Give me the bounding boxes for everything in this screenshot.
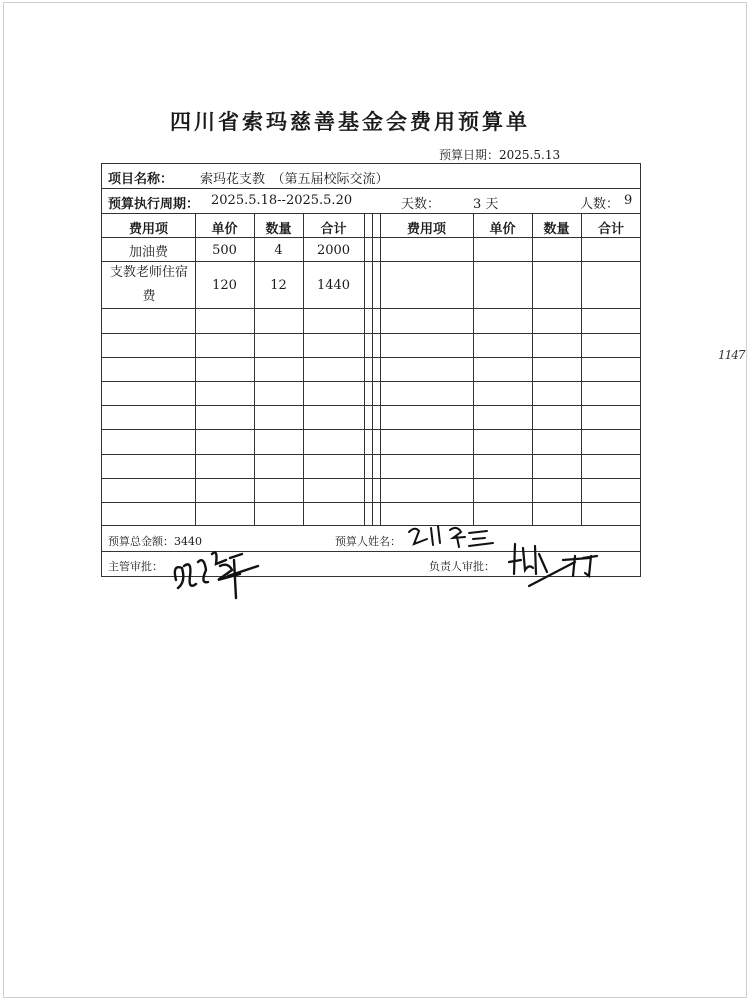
header-price: 单价: [211, 221, 238, 237]
document-title: 四川省索玛慈善基金会费用预算单: [170, 109, 530, 134]
preparer-label: 预算人姓名：: [335, 535, 401, 548]
budget-date-label: 预算日期：: [439, 148, 500, 162]
row1-qty: 4: [274, 242, 283, 258]
period-value: 2025.5.18--2025.5.20: [211, 193, 353, 208]
total-amount-label: 预算总金额：: [108, 535, 174, 548]
rule: [102, 405, 640, 406]
budget-table: [101, 163, 641, 577]
rule: [102, 502, 640, 503]
col-rule: [581, 213, 582, 525]
row1-price: 500: [212, 242, 237, 258]
rule: [102, 188, 640, 189]
col-rule: [372, 213, 373, 525]
supervisor-label: 主管审批：: [108, 560, 163, 573]
header-item: 费用项: [128, 221, 168, 237]
header-total: 合计: [320, 221, 347, 237]
project-name-label: 项目名称：: [108, 172, 174, 187]
rule: [102, 429, 640, 430]
rule: [102, 357, 640, 358]
header-total: 合计: [597, 221, 624, 237]
col-rule: [532, 213, 533, 525]
project-name-value: 索玛花支教 （第五届校际交流）: [200, 172, 389, 187]
row1-item: 加油费: [128, 244, 168, 260]
total-amount-value: 3440: [174, 535, 202, 548]
row1-total: 2000: [316, 242, 351, 258]
period-label: 预算执行周期：: [108, 197, 200, 212]
responsible-signature: [505, 540, 605, 588]
rule: [102, 381, 640, 382]
supervisor-signature: [170, 540, 265, 598]
row2-price: 120: [212, 277, 237, 293]
people-value: 9: [624, 193, 633, 208]
rule: [102, 213, 640, 214]
budget-date-value: 2025.5.13: [499, 148, 561, 162]
side-mark: 1147: [718, 348, 745, 362]
rule: [102, 478, 640, 479]
header-qty: 数量: [543, 221, 570, 237]
preparer-signature: [405, 524, 500, 550]
days-label: 天数：: [401, 197, 441, 212]
header-qty: 数量: [265, 221, 292, 237]
rule: [102, 454, 640, 455]
header-item: 费用项: [406, 221, 446, 237]
responsible-label: 负责人审批：: [429, 560, 495, 573]
row2-total: 1440: [316, 277, 351, 293]
col-rule: [380, 213, 381, 525]
people-label: 人数：: [580, 197, 620, 212]
row2-qty: 12: [270, 277, 287, 293]
rule: [102, 525, 640, 526]
header-price: 单价: [489, 221, 516, 237]
days-value: 3 天: [473, 197, 499, 212]
col-rule: [364, 213, 365, 525]
budget-date: [439, 146, 560, 163]
rule: [102, 333, 640, 334]
col-rule: [473, 213, 474, 525]
row2-item: 支教老师住宿费: [109, 265, 188, 304]
